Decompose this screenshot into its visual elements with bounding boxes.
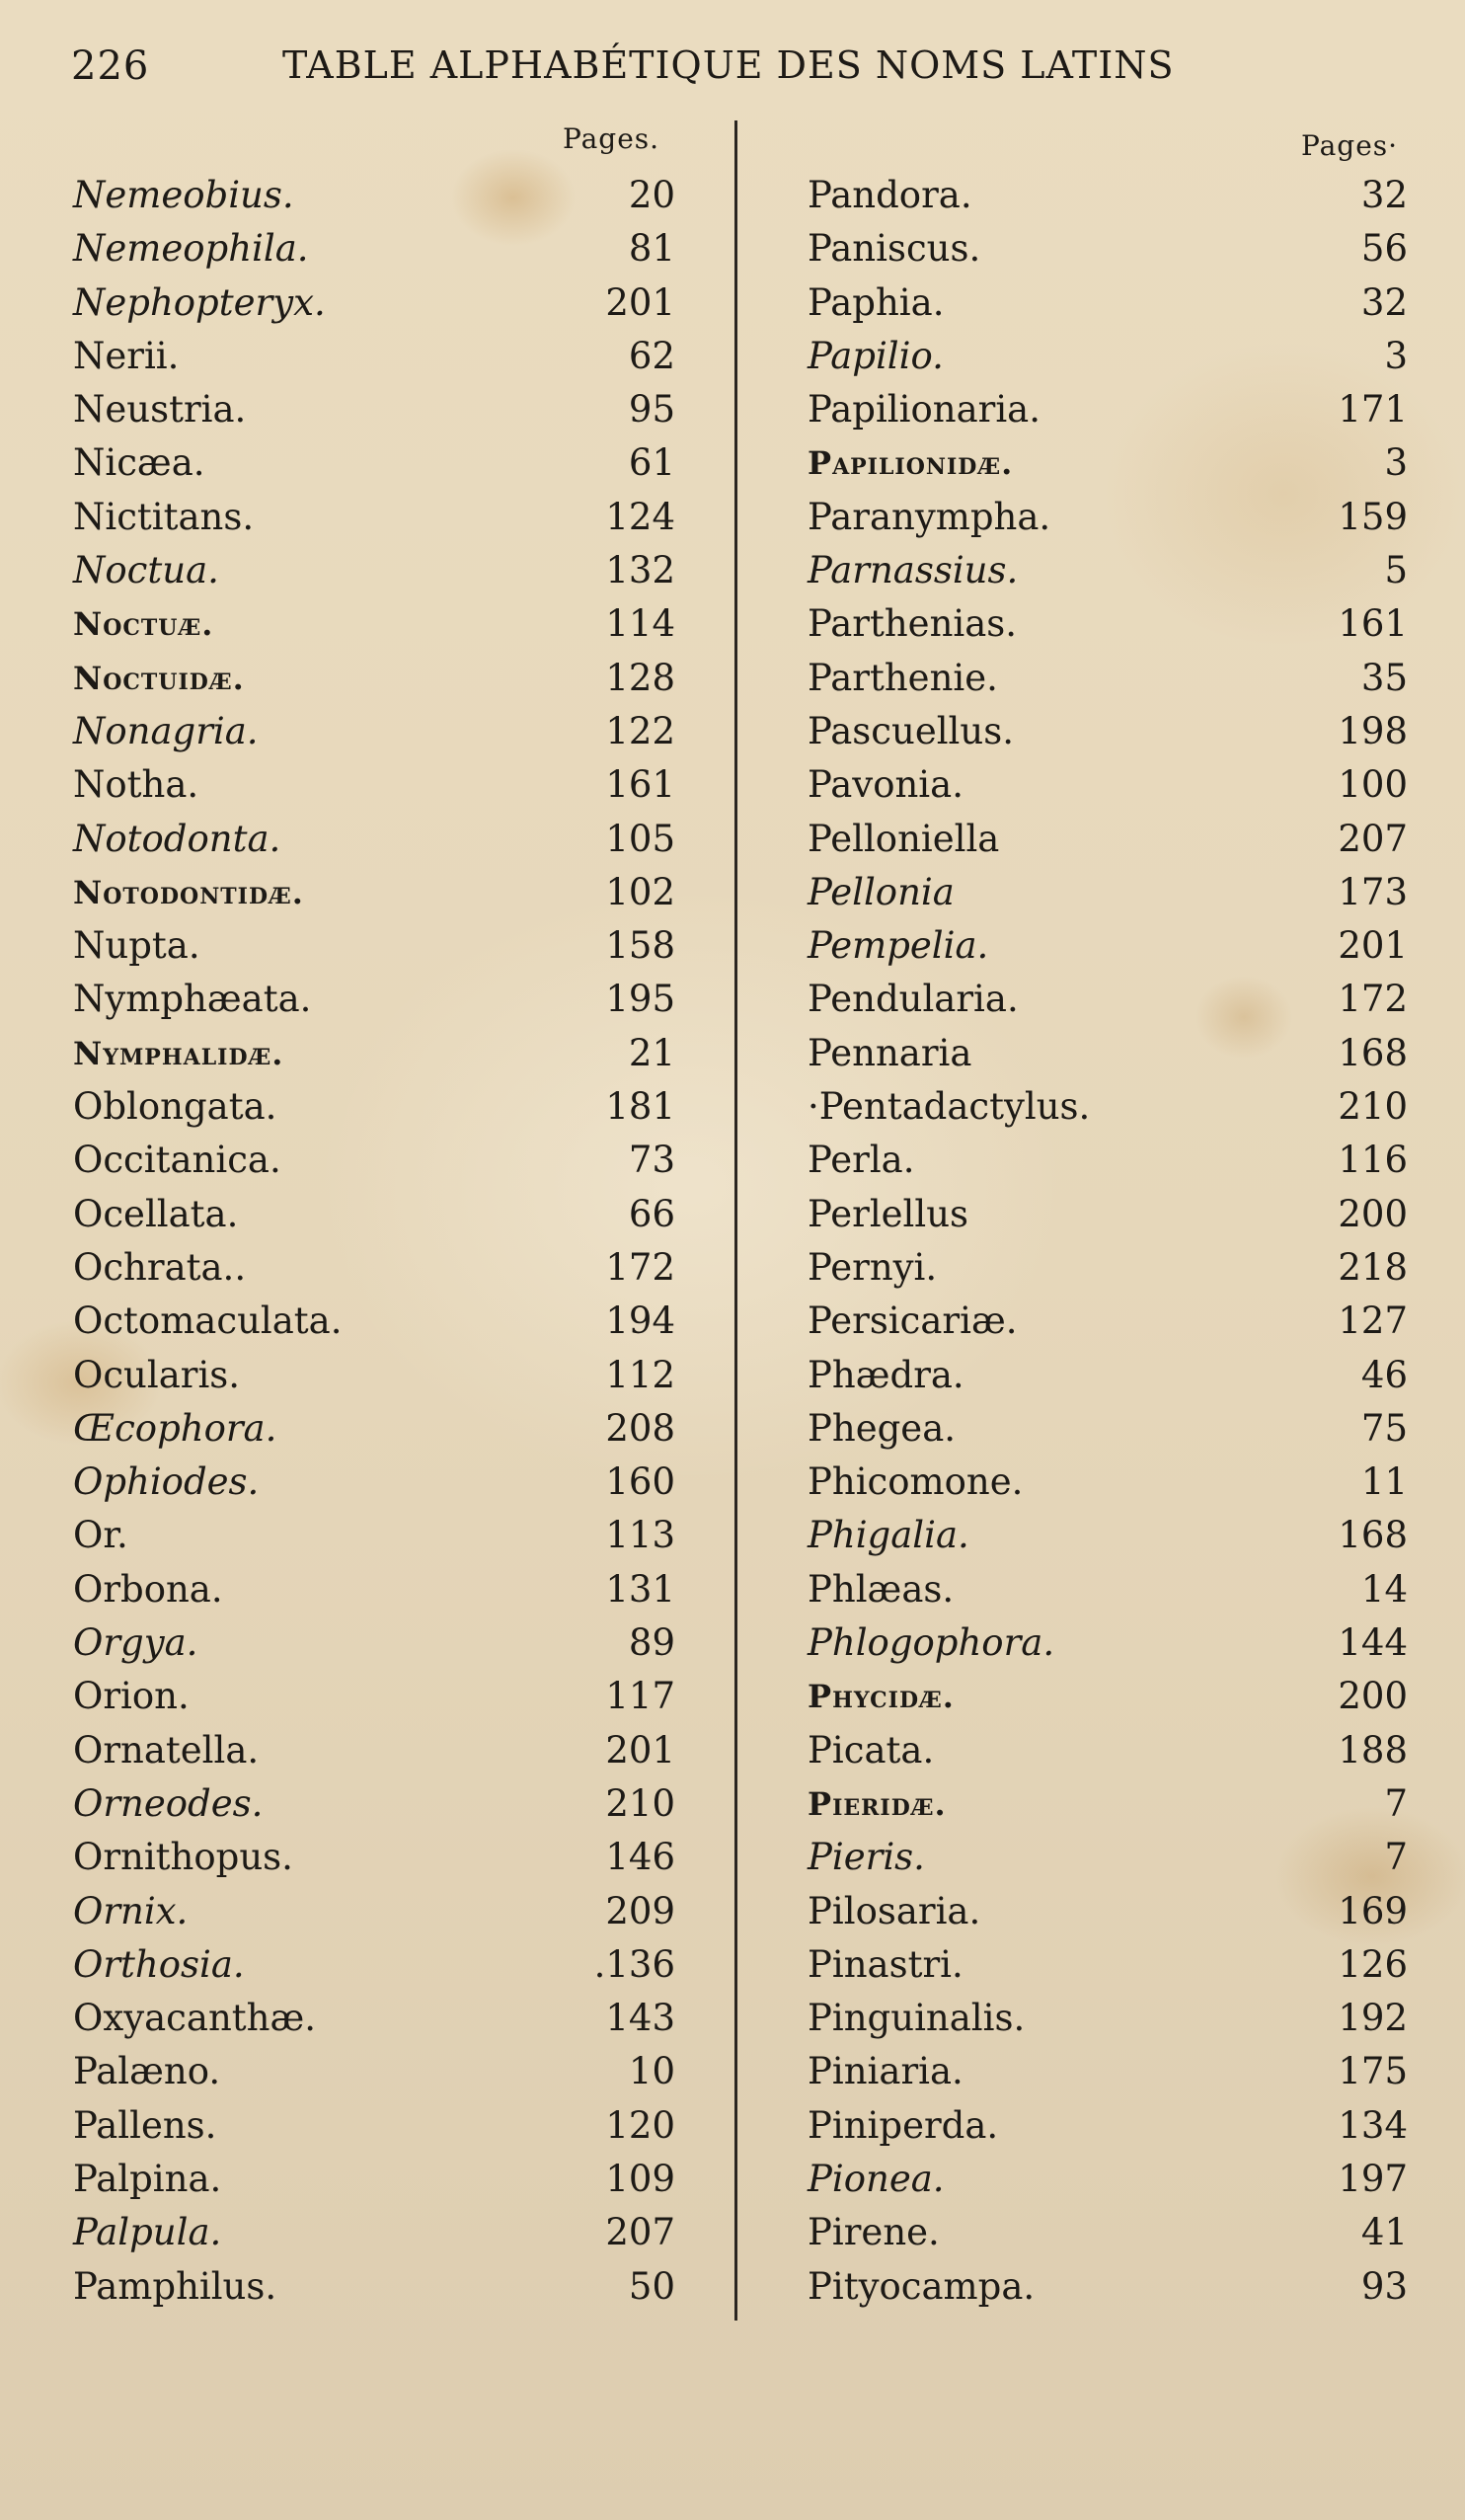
entry-name: Orneodes. (73, 1781, 264, 1825)
entry-page-number: 105 (605, 817, 675, 860)
index-entry (808, 2153, 1408, 2206)
entry-name: Notha. (73, 763, 199, 807)
entry-page-number: 131 (605, 1567, 675, 1611)
entry-page-number: 207 (1338, 817, 1408, 860)
index-entry (808, 1349, 1408, 1402)
index-entry (808, 2260, 1408, 2314)
entry-page-number: 32 (1360, 174, 1408, 216)
entry-name: Nictitans. (73, 495, 255, 538)
entry-page-number: 169 (1338, 1889, 1408, 1932)
entry-name: Pirene. (808, 2211, 940, 2254)
index-entry (808, 1938, 1408, 1992)
entry-page-number: 127 (1338, 1299, 1408, 1343)
entry-page-number: .136 (593, 1942, 675, 1986)
entry-page-number: 100 (1338, 763, 1408, 807)
entry-page-number: 188 (1338, 1728, 1408, 1772)
entry-name: Phycidæ. (808, 1678, 955, 1716)
entry-page-number: 143 (605, 1997, 675, 2040)
entry-name: Nupta. (73, 924, 200, 968)
entry-page-number: 181 (605, 1085, 675, 1129)
entry-page-number: 120 (605, 2103, 675, 2147)
entry-page-number: 122 (605, 709, 675, 752)
entry-name: Pennaria (808, 1031, 972, 1074)
entry-name: Orbona. (73, 1567, 223, 1611)
entry-name: Pityocampa. (808, 2264, 1036, 2308)
index-entry (73, 1509, 675, 1562)
index-entry (73, 1724, 675, 1777)
entry-page-number: 112 (605, 1353, 675, 1396)
entry-name: Persicariæ. (808, 1299, 1018, 1343)
page-number: 226 (71, 43, 150, 89)
index-entry (73, 1456, 675, 1509)
index-entry (808, 1724, 1408, 1777)
entry-name: Nemeophila. (73, 227, 309, 271)
entry-name: Octomaculata. (73, 1299, 343, 1343)
entry-page-number: 192 (1338, 1997, 1408, 2040)
entry-page-number: 75 (1360, 1406, 1408, 1450)
index-entry (73, 1563, 675, 1616)
index-entry (73, 597, 675, 651)
index-entry (808, 1241, 1408, 1295)
entry-name: Parthenie. (808, 656, 998, 699)
index-entry (73, 866, 675, 919)
entry-page-number: 210 (605, 1781, 675, 1825)
index-entry (73, 491, 675, 544)
entry-page-number: 113 (605, 1514, 675, 1557)
index-entry (808, 919, 1408, 973)
entry-page-number: 173 (1338, 870, 1408, 913)
index-entry (808, 1027, 1408, 1080)
entry-page-number: 198 (1338, 709, 1408, 752)
entry-name: Paranympha. (808, 495, 1051, 538)
index-entry (73, 1027, 675, 1080)
index-entry (73, 222, 675, 276)
entry-page-number: 109 (605, 2157, 675, 2200)
entry-page-number: 201 (605, 1728, 675, 1772)
entry-name: Neustria. (73, 388, 247, 432)
entry-page-number: 117 (605, 1675, 675, 1718)
entry-page-number: 171 (1338, 388, 1408, 432)
index-entry (808, 758, 1408, 812)
index-entry (73, 758, 675, 812)
index-entry (808, 1134, 1408, 1187)
entry-name: Parnassius. (808, 549, 1019, 592)
index-entry (808, 1402, 1408, 1456)
index-entry (73, 2153, 675, 2206)
entry-page-number: 161 (1338, 602, 1408, 646)
index-entry (808, 973, 1408, 1026)
entry-page-number: 7 (1384, 1781, 1408, 1825)
entry-page-number: 7 (1384, 1836, 1408, 1879)
index-entry (808, 705, 1408, 758)
entry-page-number: 134 (1338, 2103, 1408, 2147)
index-entry (73, 1992, 675, 2045)
entry-page-number: 3 (1384, 441, 1408, 485)
entry-name: Phædra. (808, 1353, 964, 1396)
index-entry (73, 1670, 675, 1723)
index-entry (73, 919, 675, 973)
index-entry (808, 1080, 1408, 1134)
index-entry (808, 1992, 1408, 2045)
entry-name: Occitanica. (73, 1139, 281, 1182)
index-entry (808, 2206, 1408, 2259)
page-title: TABLE ALPHABÉTIQUE DES NOMS LATINS (282, 43, 1175, 87)
index-entry (808, 1563, 1408, 1616)
entry-page-number: 172 (1338, 978, 1408, 1021)
entry-name: Pavonia. (808, 763, 964, 807)
index-entry (73, 1349, 675, 1402)
entry-name: Pinastri. (808, 1942, 964, 1986)
entry-name: Oblongata. (73, 1085, 277, 1129)
entry-name: Palpina. (73, 2157, 222, 2200)
entry-name: Noctua. (73, 549, 219, 592)
entry-name: Pamphilus. (73, 2264, 277, 2308)
entry-page-number: 3 (1384, 334, 1408, 377)
entry-name: Nemeobius. (73, 174, 294, 216)
entry-name: Orgya. (73, 1621, 198, 1665)
entry-name: Ochrata.. (73, 1245, 247, 1289)
index-entry (73, 330, 675, 383)
entry-name: Papilio. (808, 334, 944, 377)
entry-page-number: 195 (605, 978, 675, 1021)
entry-page-number: 158 (605, 924, 675, 968)
entry-name: Nymphæata. (73, 978, 312, 1021)
entry-page-number: 194 (605, 1299, 675, 1343)
pages-column-label-right: Pages· (1301, 129, 1399, 162)
entry-page-number: 14 (1360, 1567, 1408, 1611)
entry-name: Ophiodes. (73, 1460, 260, 1504)
index-entry (808, 330, 1408, 383)
index-entry (808, 1188, 1408, 1241)
index-column-right (808, 169, 1408, 2314)
entry-name: Ornithopus. (73, 1836, 293, 1879)
entry-page-number: 200 (1338, 1675, 1408, 1718)
index-entry (808, 597, 1408, 651)
index-entry (73, 1188, 675, 1241)
entry-page-number: 168 (1338, 1031, 1408, 1074)
index-entry (73, 652, 675, 705)
entry-page-number: 41 (1360, 2211, 1408, 2254)
index-column-left (73, 169, 675, 2314)
entry-page-number: 95 (628, 388, 675, 432)
entry-name: Pieris. (808, 1836, 925, 1879)
entry-page-number: 116 (1338, 1139, 1408, 1182)
entry-name: Pinguinalis. (808, 1997, 1026, 2040)
entry-name: Pieridæ. (808, 1784, 947, 1823)
entry-page-number: 10 (628, 2050, 675, 2093)
index-entry (808, 2099, 1408, 2153)
entry-name: Phegea. (808, 1406, 957, 1450)
entry-name: Phicomone. (808, 1460, 1024, 1504)
index-entry (73, 436, 675, 490)
entry-name: Pallens. (73, 2103, 217, 2147)
entry-name: Or. (73, 1514, 128, 1557)
entry-name: Piniaria. (808, 2050, 964, 2093)
entry-page-number: 81 (628, 227, 675, 271)
entry-name: Œcophora. (73, 1406, 277, 1450)
entry-name: Pellonia (808, 870, 955, 913)
entry-name: Notodontidæ. (73, 873, 304, 911)
entry-name: Picata. (808, 1728, 935, 1772)
index-entry (808, 652, 1408, 705)
entry-name: Ornatella. (73, 1728, 260, 1772)
entry-page-number: 35 (1360, 656, 1408, 699)
index-entry (808, 436, 1408, 490)
index-entry (73, 1777, 675, 1831)
entry-page-number: 73 (628, 1139, 675, 1182)
entry-name: Nicæa. (73, 441, 205, 485)
entry-name: Pernyi. (808, 1245, 938, 1289)
index-entry (808, 1831, 1408, 1884)
entry-name: Perlellus (808, 1192, 969, 1235)
entry-name: ·Pentadactylus. (808, 1085, 1091, 1129)
entry-page-number: 175 (1338, 2050, 1408, 2093)
entry-page-number: 208 (605, 1406, 675, 1450)
index-entry (73, 973, 675, 1026)
index-entry (73, 1402, 675, 1456)
entry-page-number: 207 (605, 2211, 675, 2254)
entry-name: Palpula. (73, 2211, 222, 2254)
index-entry (808, 222, 1408, 276)
entry-page-number: 126 (1338, 1942, 1408, 1986)
entry-page-number: 50 (628, 2264, 675, 2308)
index-entry (73, 1616, 675, 1670)
index-entry (73, 705, 675, 758)
entry-page-number: 201 (1338, 924, 1408, 968)
entry-page-number: 146 (605, 1836, 675, 1879)
index-entry (808, 1509, 1408, 1562)
index-entry (73, 276, 675, 330)
entry-name: Nerii. (73, 334, 180, 377)
entry-name: Nonagria. (73, 709, 259, 752)
entry-name: Palæno. (73, 2050, 221, 2093)
entry-name: Piniperda. (808, 2103, 999, 2147)
entry-page-number: 11 (1360, 1460, 1408, 1504)
index-entry (73, 813, 675, 866)
entry-name: Pendularia. (808, 978, 1019, 1021)
entry-name: Nephopteryx. (73, 280, 326, 324)
entry-name: Paniscus. (808, 227, 981, 271)
index-entry (73, 1134, 675, 1187)
index-entry (808, 1777, 1408, 1831)
entry-page-number: 160 (605, 1460, 675, 1504)
entry-page-number: 46 (1360, 1353, 1408, 1396)
entry-page-number: 128 (605, 656, 675, 699)
index-entry (808, 2045, 1408, 2098)
index-entry (808, 813, 1408, 866)
entry-name: Pelloniella (808, 817, 1000, 860)
entry-page-number: 210 (1338, 1085, 1408, 1129)
index-entry (73, 169, 675, 222)
index-entry (808, 544, 1408, 597)
entry-name: Paphia. (808, 280, 945, 324)
entry-name: Pempelia. (808, 924, 989, 968)
entry-page-number: 56 (1360, 227, 1408, 271)
entry-page-number: 197 (1338, 2157, 1408, 2200)
entry-name: Pascuellus. (808, 709, 1014, 752)
index-entry (808, 1456, 1408, 1509)
entry-name: Pionea. (808, 2157, 945, 2200)
index-entry (808, 1295, 1408, 1348)
entry-page-number: 93 (1360, 2264, 1408, 2308)
entry-name: Phlogophora. (808, 1621, 1055, 1665)
entry-page-number: 209 (605, 1889, 675, 1932)
entry-page-number: 20 (628, 174, 675, 216)
index-entry (73, 1938, 675, 1992)
entry-page-number: 21 (628, 1031, 675, 1074)
entry-name: Ocellata. (73, 1192, 239, 1235)
entry-name: Pandora. (808, 174, 972, 216)
entry-name: Notodonta. (73, 817, 281, 860)
entry-name: Phigalia. (808, 1514, 969, 1557)
index-entry (808, 1670, 1408, 1723)
column-divider (734, 120, 737, 2321)
entry-page-number: 144 (1338, 1621, 1408, 1665)
entry-name: Phlæas. (808, 1567, 955, 1611)
entry-page-number: 168 (1338, 1514, 1408, 1557)
index-entry (73, 1241, 675, 1295)
entry-page-number: 61 (628, 441, 675, 485)
index-entry (73, 2045, 675, 2098)
entry-page-number: 172 (605, 1245, 675, 1289)
index-entry (808, 866, 1408, 919)
index-entry (73, 383, 675, 436)
entry-name: Perla. (808, 1139, 915, 1182)
entry-name: Oxyacanthæ. (73, 1997, 317, 2040)
index-entry (73, 2260, 675, 2314)
index-entry (73, 2099, 675, 2153)
index-entry (808, 169, 1408, 222)
index-entry (808, 383, 1408, 436)
entry-page-number: 161 (605, 763, 675, 807)
entry-page-number: 102 (605, 870, 675, 913)
entry-page-number: 62 (628, 334, 675, 377)
entry-page-number: 218 (1338, 1245, 1408, 1289)
entry-name: Pilosaria. (808, 1889, 981, 1932)
entry-page-number: 124 (605, 495, 675, 538)
entry-name: Orthosia. (73, 1942, 245, 1986)
entry-page-number: 89 (628, 1621, 675, 1665)
index-entry (73, 2206, 675, 2259)
index-entry (73, 1295, 675, 1348)
entry-name: Orion. (73, 1675, 190, 1718)
index-entry (73, 1080, 675, 1134)
entry-name: Ornix. (73, 1889, 189, 1932)
entry-name: Nymphalidæ. (73, 1034, 284, 1072)
entry-page-number: 32 (1360, 280, 1408, 324)
index-entry (808, 1616, 1408, 1670)
entry-name: Papilionidæ. (808, 444, 1014, 483)
index-entry (808, 276, 1408, 330)
index-entry (73, 1831, 675, 1884)
entry-name: Papilionaria. (808, 388, 1041, 432)
entry-page-number: 200 (1338, 1192, 1408, 1235)
index-entry (73, 1885, 675, 1938)
entry-page-number: 66 (628, 1192, 675, 1235)
entry-name: Parthenias. (808, 602, 1018, 646)
entry-name: Noctuæ. (73, 605, 214, 644)
entry-page-number: 132 (605, 549, 675, 592)
entry-name: Ocularis. (73, 1353, 241, 1396)
entry-page-number: 114 (605, 602, 675, 646)
index-entry (808, 1885, 1408, 1938)
pages-column-label-left: Pages. (563, 122, 660, 155)
entry-name: Noctuidæ. (73, 659, 245, 697)
entry-page-number: 201 (605, 280, 675, 324)
index-entry (808, 491, 1408, 544)
entry-page-number: 5 (1384, 549, 1408, 592)
index-entry (73, 544, 675, 597)
entry-page-number: 159 (1338, 495, 1408, 538)
